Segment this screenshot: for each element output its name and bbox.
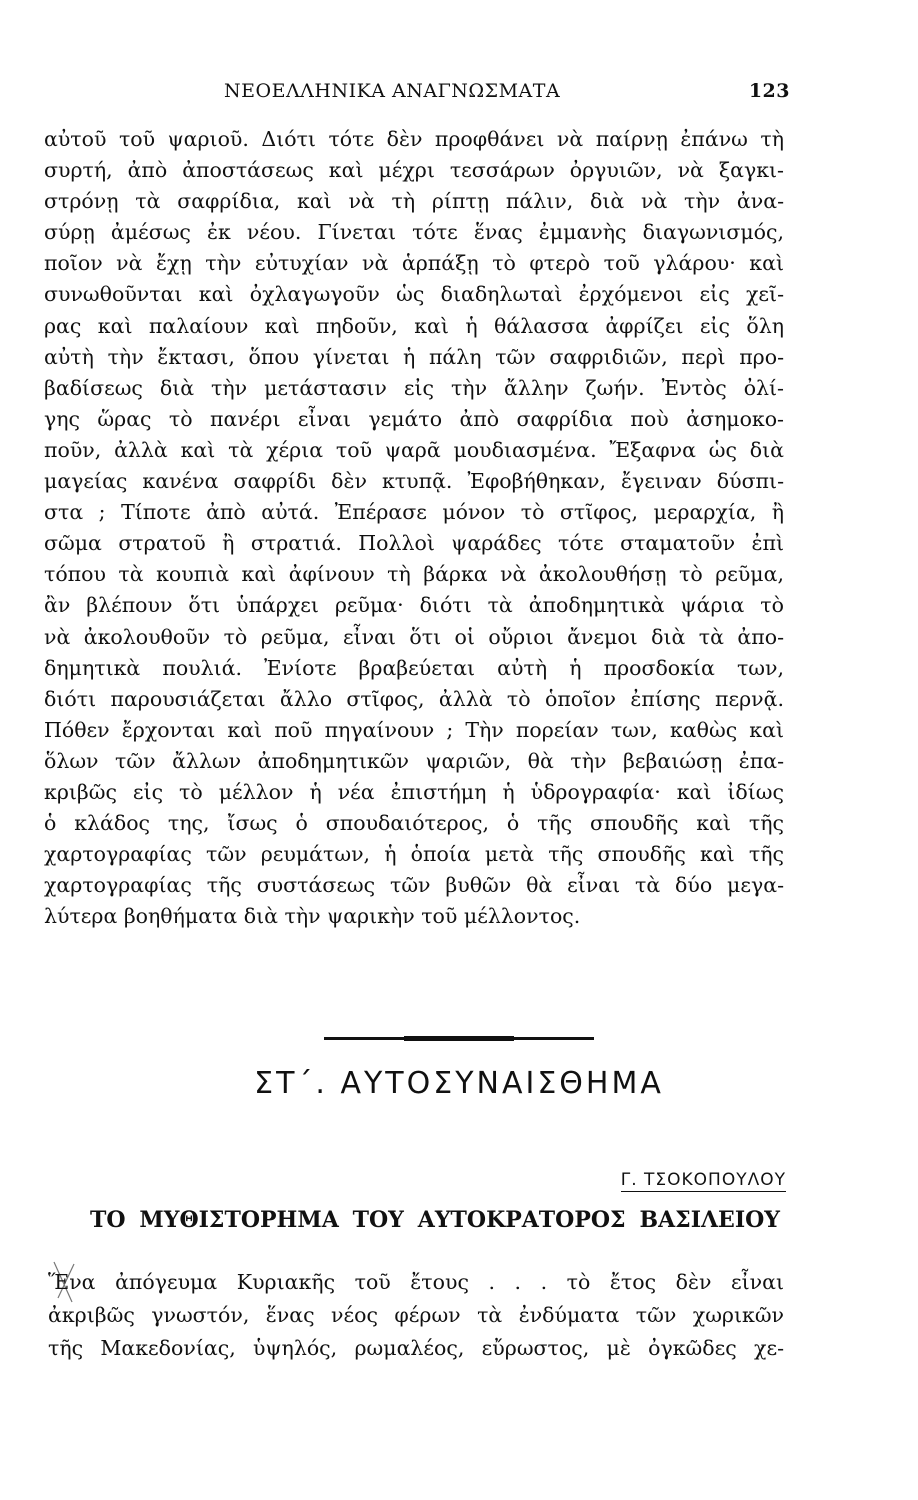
text-line: διότι παρουσιάζεται ἄλλο στῖφος, ἀλλὰ τὸ ὁποῖον ἐπίσης περνᾷ. [44,686,784,711]
text-line: κριβῶς εἰς τὸ μέλλον ἡ νέα ἐπιστήμη ἡ ὑδρογραφία· καὶ ἰδίως [44,779,784,804]
text-line: χαρτογραφίας τῶν ρευμάτων, ἡ ὁποία μετὰ τῆς σπουδῆς καὶ τῆς [44,842,784,867]
text-line: βαδίσεως διὰ τὴν μετάστασιν εἰς τὴν ἄλλην ζωήν. Ἐντὸς ὀλί- [44,375,784,400]
story-title: ΤΟ ΜΥΘΙΣΤΟΡΗΜΑ ΤΟΥ ΑΥΤΟΚΡΑΤΟΡΟΣ ΒΑΣΙΛΕΙΟΥ [90,1207,780,1233]
text-line: σῶμα στρατοῦ ἢ στρατιά. Πολλοὶ ψαράδες τότε σταματοῦν ἐπὶ [44,531,784,556]
text-line: γης ὥρας τὸ πανέρι εἶναι γεμάτο ἀπὸ σαφρίδια ποὺ ἀσημοκο- [44,406,784,431]
text-line: ρας καὶ παλαίουν καὶ πηδοῦν, καὶ ἡ θάλασσα ἀφρίζει εἰς ὅλη [44,313,784,338]
text-line: τόπου τὰ κουπιὰ καὶ ἀφίνουν τὴ βάρκα νὰ ἀκολουθήσῃ τὸ ρεῦμα, [44,562,784,587]
text-line: αὐτὴ τὴν ἔκτασι, ὅπου γίνεται ἡ πάλη τῶν σαφριδιῶν, περὶ προ- [44,344,784,369]
text-line: ποῦν, ἀλλὰ καὶ τὰ χέρια τοῦ ψαρᾶ μουδιασμένα. Ἔξαφνα ὡς διὰ [44,437,784,462]
story-text [48,1266,784,1365]
text-line: ποῖον νὰ ἔχῃ τὴν εὐτυχίαν νὰ ἁρπάξῃ τὸ φτερὸ τοῦ γλάρου· καὶ [44,251,784,276]
text-line: μαγείας κανένα σαφρίδι δὲν κτυπᾷ. Ἐφοβήθηκαν, ἔγειναν δύσπι- [44,469,784,494]
text-line: αὐτοῦ τοῦ ψαριοῦ. Διότι τότε δὲν προφθάνει νὰ παίρνῃ ἐπάνω τὴ [44,127,784,151]
text-line: συρτή, ἀπὸ ἀποστάσεως καὶ μέχρι τεσσάρων ὀργυιῶν, νὰ ξαγκι- [44,158,784,183]
text-line: σύρῃ ἀμέσως ἐκ νέου. Γίνεται τότε ἕνας ἐμμανὴς διαγωνισμός, [44,220,784,245]
text-line: νὰ ἀκολουθοῦν τὸ ρεῦμα, εἶναι ὅτι οἱ οὔριοι ἄνεμοι διὰ τὰ ἀπο- [44,624,784,649]
author-name: Γ. ΤΣΟΚΟΠΟΥΛΟΥ [620,1170,786,1190]
text-line: τῆς Μακεδονίας, ὑψηλός, ρωμαλέος, εὔρωστος, μὲ ὀγκῶδες χε- [48,1336,784,1360]
body-text [44,124,784,932]
text-line: συνωθοῦνται καὶ ὀχλαγωγοῦν ὡς διαδηλωταὶ ἐρχόμενοι εἰς χεῖ- [44,282,784,307]
text-line: ὅλων τῶν ἄλλων ἀποδημητικῶν ψαριῶν, θὰ τὴν βεβαιώσῃ ἐπα- [44,748,784,773]
text-line: ἀκριβῶς γνωστόν, ἕνας νέος φέρων τὰ ἐνδύματα τῶν χωρικῶν [48,1303,784,1327]
text-line: ὁ κλάδος της, ἴσως ὁ σπουδαιότερος, ὁ τῆς σπουδῆς καὶ τῆς [44,811,784,836]
text-line: στα ; Τίποτε ἀπὸ αὐτά. Ἐπέρασε μόνον τὸ στῖφος, μεραρχία, ἢ [44,500,784,525]
text-line: στρόνῃ τὰ σαφρίδια, καὶ νὰ τὴ ρίπτῃ πάλιν, διὰ νὰ τὴν ἀνα- [44,189,784,214]
text-line: Πόθεν ἔρχονται καὶ ποῦ πηγαίνουν ; Τὴν πορείαν των, καθὼς καὶ [44,717,784,742]
text-line: ἂν βλέπουν ὅτι ὑπάρχει ρεῦμα· διότι τὰ ἀποδημητικὰ ψάρια τὸ [44,593,784,618]
page-number: 123 [748,80,790,102]
text-line: λύτερα βοηθήματα διὰ τὴν ψαρικὴν τοῦ μέλλοντος. [44,904,581,929]
running-title: ΝΕΟΕΛΛΗΝΙΚΑ ΑΝΑΓΝΩΣΜΑΤΑ [224,80,561,102]
text-line: δημητικὰ πουλιά. Ἐνίοτε βραβεύεται αὐτὴ ἡ προσδοκία των, [44,655,784,680]
section-divider [324,1037,594,1040]
text-line: χαρτογραφίας τῆς συστάσεως τῶν βυθῶν θὰ εἶναι τὰ δύο μεγα- [44,873,784,898]
running-header [224,80,790,110]
section-heading: ΣΤ΄. ΑΥΤΟΣΥΝΑΙΣΘΗΜΑ [254,1066,664,1101]
text-line: Ἕνα ἀπόγευμα Κυριακῆς τοῦ ἔτους . . . τὸ ἔτος δὲν εἶναι [48,1270,784,1294]
